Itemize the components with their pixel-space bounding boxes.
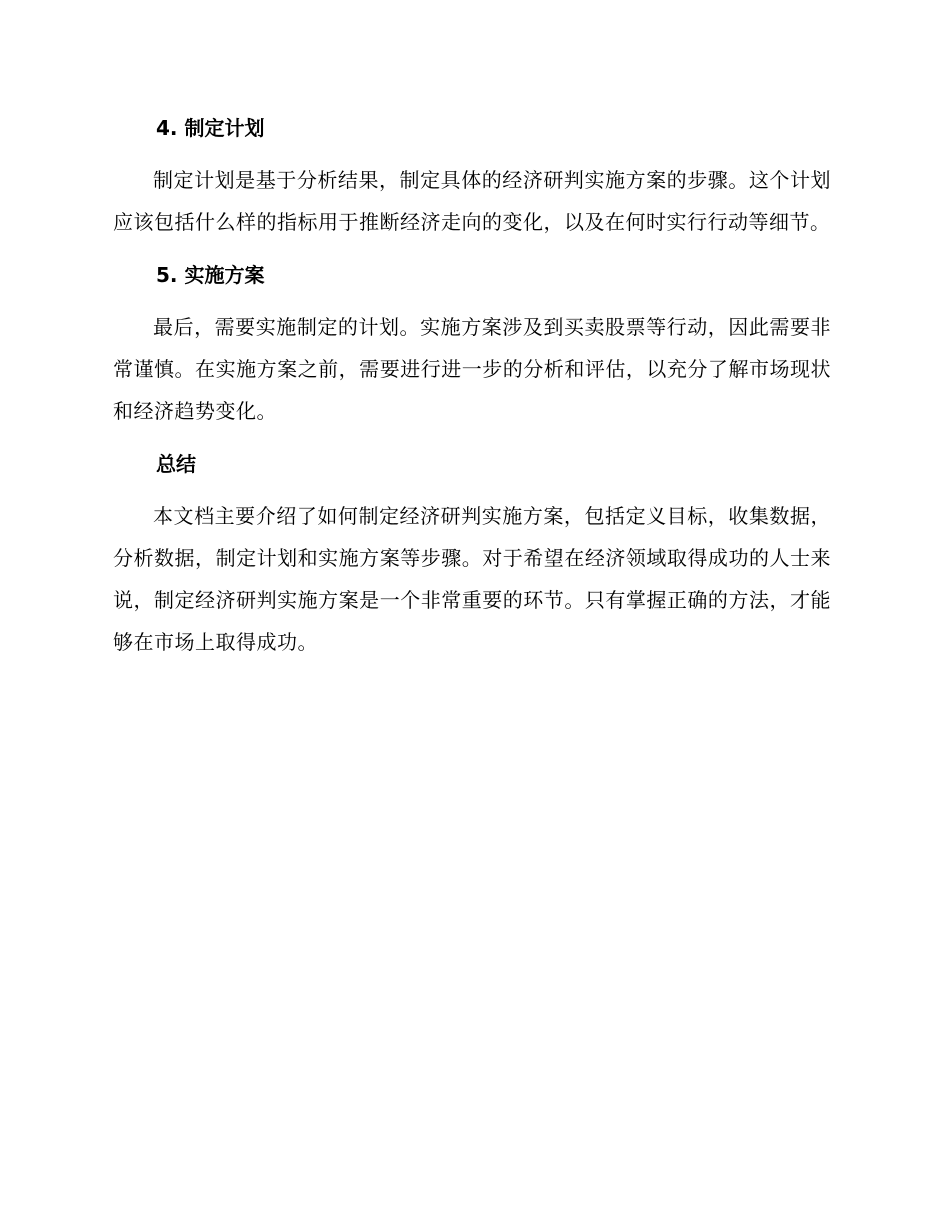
section-paragraph-summary: 本文档主要介绍了如何制定经济研判实施方案，包括定义目标，收集数据，分析数据，制定计划和实施方案等步骤。对于希望在经济领域取得成功的人士来说，制定经济研判实施方案是一个非常重要的环节。只有掌握正确的方法，才能够在市场上取得成功。 [113,504,831,654]
section-paragraph-implement-plan: 最后，需要实施制定的计划。实施方案涉及到买卖股票等行动，因此需要非常谨慎。在实施方案之前，需要进行进一步的分析和评估，以充分了解市场现状和经济趋势变化。 [113,315,831,423]
section-heading-implement-plan: 5. 实施方案 [156,263,265,287]
section-heading-make-plan: 4. 制定计划 [156,116,265,140]
section-heading-summary: 总结 [156,452,196,476]
section-paragraph-make-plan: 制定计划是基于分析结果，制定具体的经济研判实施方案的步骤。这个计划应该包括什么样的指标用于推断经济走向的变化，以及在何时实行行动等细节。 [113,168,831,234]
document-body [113,112,831,663]
